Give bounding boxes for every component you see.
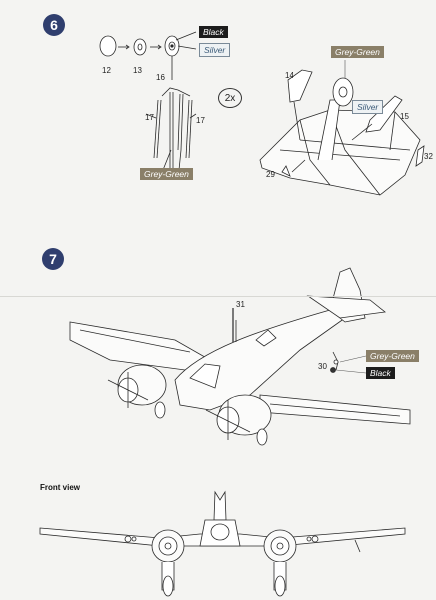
right-wing <box>260 395 410 424</box>
main-wheel <box>333 78 353 106</box>
color-tag-grey-green-struts: Grey-Green <box>140 168 193 180</box>
step-7-number: 7 <box>49 251 57 267</box>
part-number-16: 16 <box>156 73 165 82</box>
color-tag-grey-green-step7: Grey-Green <box>366 350 419 362</box>
part-number-15: 15 <box>400 112 409 121</box>
nacelle-wing-section <box>260 110 420 195</box>
step-7-badge <box>42 248 64 270</box>
part-number-30: 30 <box>318 362 327 371</box>
color-tag-black: Black <box>199 26 228 38</box>
part-number-14: 14 <box>285 71 294 80</box>
part-number-17b: 17 <box>196 116 205 125</box>
part-32 <box>416 146 424 166</box>
page-fold-line <box>0 296 436 297</box>
front-fin <box>214 492 226 520</box>
strut-17b <box>178 94 180 150</box>
color-tag-grey-green-wheel: Grey-Green <box>331 46 384 58</box>
color-tag-black-step7: Black <box>366 367 395 379</box>
color-tag-silver-hub: Silver <box>352 100 383 114</box>
part-number-32: 32 <box>424 152 433 161</box>
left-wing <box>70 322 210 372</box>
wheel-part-13 <box>134 39 146 55</box>
quantity-2x-badge: 2x <box>218 88 242 108</box>
step-6-badge <box>43 14 65 36</box>
part-number-31: 31 <box>236 300 245 309</box>
color-tag-silver: Silver <box>199 43 230 57</box>
part-number-17a: 17 <box>145 113 154 122</box>
step-6-number: 6 <box>50 17 58 33</box>
part-number-12: 12 <box>102 66 111 75</box>
front-view-title: Front view <box>40 483 81 492</box>
wheel-part-12 <box>100 36 116 56</box>
part-number-29: 29 <box>266 170 275 179</box>
part-number-13: 13 <box>133 66 142 75</box>
